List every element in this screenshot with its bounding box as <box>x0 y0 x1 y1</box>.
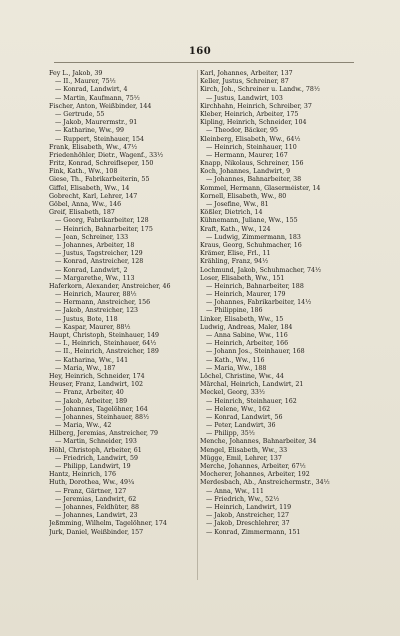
directory-entry: Kommel, Hermann, Glaserméister, 14 <box>200 184 321 192</box>
directory-entry: — Jakob, Anstreicher, 127 <box>206 512 289 520</box>
directory-entry: Ludwig, Andreas, Maler, 184 <box>200 323 293 331</box>
directory-entry: Linker, Elisabeth, Ww., 15 <box>200 315 284 323</box>
directory-entry: Mocherer, Johannes, Arbeiter, 192 <box>200 471 310 479</box>
directory-entry: — Konrad, Landwirt, 56 <box>206 413 283 421</box>
directory-entry: Kipling, Heinrich, Schneider, 104 <box>200 119 307 127</box>
directory-entry: — Heinrich, Bahnarbeiter, 175 <box>55 225 153 233</box>
directory-entry: Keller, Justus, Schreiner, 87 <box>200 78 289 86</box>
directory-entry: Haupt, Christoph, Steinhauer, 149 <box>49 332 159 339</box>
directory-entry: — Ruppert, Steinhauer, 154 <box>55 135 144 143</box>
directory-entry: Kleber, Heinrich, Arbeiter, 175 <box>200 110 299 118</box>
directory-entry: — Anna, Ww., 111 <box>206 487 264 495</box>
directory-entry: — Justus, Bote, 118 <box>55 315 118 323</box>
directory-entry: Höhl, Christoph, Arbeiter, 61 <box>49 446 142 454</box>
directory-entry: — II., Heinrich, Anstreicher, 189 <box>55 348 159 356</box>
directory-entry: Merdesbach, Ab., Anstreichermstr., 34½ <box>200 479 330 487</box>
directory-entry: Göbel, Anna, Ww., 146 <box>49 201 122 208</box>
directory-entry: Haferkorn, Alexander, Anstreicher, 46 <box>49 282 171 290</box>
directory-entry: Giffel, Elisabeth, Ww., 14 <box>49 184 130 192</box>
directory-entry: — Konrad, Zimmermann, 151 <box>206 528 301 536</box>
directory-entry: — Katharina, Ww., 141 <box>55 356 129 364</box>
directory-entry: — II., Maurer, 75½ <box>55 78 116 86</box>
directory-entry: Hilberg, Jeremias, Anstreicher, 79 <box>49 430 159 438</box>
directory-entry: Fischer, Anton, Weißbinder, 144 <box>49 102 152 110</box>
directory-entry: — Ludwig, Zimmermann, 183 <box>206 233 301 241</box>
directory-entry: — Johannes, Tagelöhner, 164 <box>55 405 148 413</box>
directory-entry: — Martin, Kaufmann, 75½ <box>55 94 140 102</box>
directory-entry: — Johannes, Feldhüter, 88 <box>55 503 139 511</box>
directory-entry: — Johannes, Steinhauer, 88½ <box>55 413 150 421</box>
directory-entry: — Margarethe, Ww., 113 <box>55 274 135 282</box>
directory-entry: Jeßmming, Wilhelm, Tagelöhner, 174 <box>49 520 167 528</box>
directory-entry: — I., Heinrich, Steinhauer, 64½ <box>55 340 157 348</box>
directory-entry: — Theodor, Bäcker, 95 <box>206 127 278 135</box>
directory-entry: — Johannes, Bahnarbeiter, 38 <box>206 176 302 184</box>
directory-entry: Märchal, Heinrich, Landwirt, 21 <box>200 381 304 389</box>
directory-entry: Krämer, Elise, Frl., 11 <box>200 250 271 258</box>
directory-entry: — Heinrich, Steinhauer, 162 <box>206 397 297 405</box>
directory-entry: — Gertrude, 55 <box>55 110 105 118</box>
right-column <box>200 70 372 537</box>
directory-entry: — Franz, Gärtner, 127 <box>55 487 127 495</box>
directory-entry: — Heinrich, Maurer, 179 <box>206 291 286 299</box>
directory-entry: — Franz, Arbeiter, 40 <box>55 389 124 397</box>
directory-entry: — Martin, Schneider, 193 <box>55 438 137 446</box>
directory-entry: — Heinrich, Maurer, 88½ <box>55 291 137 299</box>
directory-entry: Kraft, Kath., Ww., 124 <box>200 225 271 233</box>
directory-entry: — Heinrich, Landwirt, 119 <box>206 503 292 511</box>
directory-entry: — Johannes, Arbeiter, 18 <box>55 241 135 249</box>
directory-entry: Kirchhahn, Heinrich, Schreiber, 37 <box>200 102 312 110</box>
directory-entry: Fey L., Jakob, 39 <box>49 70 103 77</box>
directory-entry: Jurk, Daniel, Weißbinder, 157 <box>49 528 144 536</box>
directory-entry: — Hermann, Maurer, 167 <box>206 151 288 159</box>
directory-entry: — Heinrich, Steinhauer, 110 <box>206 143 297 151</box>
directory-entry: — Johann Jos., Steinhauer, 168 <box>206 348 305 356</box>
directory-entry: — Heinrich, Bahnarbeiter, 188 <box>206 282 304 290</box>
directory-entry: Koch, Johannes, Landwirt, 9 <box>200 168 291 176</box>
directory-entry: — Josefine, Ww., 81 <box>206 201 269 208</box>
directory-entry: — Jakob, Arbeiter, 189 <box>55 397 128 405</box>
directory-entry: Krähling, Franz, 94½ <box>200 258 269 266</box>
directory-entry: — Jeremias, Landwirt, 62 <box>55 495 137 503</box>
directory-entry: — Helene, Ww., 162 <box>206 405 271 413</box>
directory-entry: — Jean, Schreiner, 133 <box>55 233 129 241</box>
left-column <box>49 70 217 537</box>
directory-entry: — Konrad, Landwirt, 4 <box>55 86 128 94</box>
directory-entry: — Heinrich, Arbeiter, 166 <box>206 340 289 348</box>
directory-entry: — Jakob, Anstreicher, 123 <box>55 307 138 315</box>
directory-entry: — Maria, Ww., 42 <box>55 422 112 430</box>
directory-entry: — Anna Sabine, Ww., 116 <box>206 332 288 339</box>
directory-entry: — Maria, Ww., 188 <box>206 364 267 372</box>
directory-entry: — Johannes, Fabrikarbeiter, 14½ <box>206 299 312 307</box>
directory-entry: — Georg, Fabrikarbeiter, 128 <box>55 217 149 225</box>
directory-entry: Kraus, Georg, Schuhmacher, 16 <box>200 241 302 249</box>
directory-entry: Merche, Johannes, Arbeiter, 67½ <box>200 463 306 470</box>
header-rule <box>54 62 354 63</box>
directory-entry: Hantz, Heinrich, 176 <box>49 471 117 479</box>
directory-entry: — Jakob, Dreschlehrer, 37 <box>206 520 290 528</box>
directory-entry: Gobrecht, Karl, Lehrer, 147 <box>49 192 138 200</box>
directory-entry: Kleinberg, Elisabeth, Ww., 64½ <box>200 135 301 143</box>
directory-entry: — Friedrich, Landwirt, 59 <box>55 454 139 462</box>
directory-entry: Mügge, Emil, Lehrer, 137 <box>200 454 282 462</box>
directory-entry: Knapp, Nikolaus, Schreiner, 156 <box>200 160 304 168</box>
directory-entry: — Maria, Ww., 187 <box>55 364 116 372</box>
directory-entry: — Kaspar, Maurer, 88½ <box>55 323 131 331</box>
directory-entry: — Justus, Tagstreicher, 129 <box>55 250 143 258</box>
directory-entry: Greif, Elisabeth, 187 <box>49 209 115 217</box>
directory-entry: — Johannes, Landwirt, 23 <box>55 512 138 520</box>
directory-entry: — Philippine, 186 <box>206 307 263 315</box>
directory-entry: Lochmund, Jakob, Schuhmacher, 74½ <box>200 266 322 274</box>
directory-entry: Fink, Kath., Ww., 108 <box>49 168 118 176</box>
directory-entry: Loser, Elisabeth, Ww., 151 <box>200 274 285 282</box>
directory-entry: Frank, Elisabeth, Ww., 47½ <box>49 143 138 151</box>
page-number: 160 <box>188 46 212 57</box>
directory-entry: Kornell, Elisabeth, Ww., 80 <box>200 192 287 200</box>
directory-entry: Fritz, Konrad, Schreiflseper, 150 <box>49 160 154 168</box>
directory-entry: — Peter, Landwirt, 36 <box>206 422 276 430</box>
directory-entry: Mengel, Elisabeth, Ww., 33 <box>200 446 288 454</box>
directory-entry: — Kath., Ww., 116 <box>206 356 265 364</box>
directory-entry: — Friedrich, Ww., 52½ <box>206 495 280 503</box>
directory-entry: Kirch, Joh., Schreiner u. Landw., 78½ <box>200 86 320 94</box>
directory-entry: Kühnemann, Juliane, Ww., 155 <box>200 217 298 225</box>
directory-entry: — Konrad, Landwirt, 2 <box>55 266 128 274</box>
directory-entry: — Philipp, Landwirt, 19 <box>55 463 131 470</box>
directory-entry: Giese, Th., Fabrikarbeiterin, 55 <box>49 176 150 184</box>
directory-entry: Friedenhöhler, Dietr., Wagenf., 33½ <box>49 151 164 159</box>
directory-entry: Löchel, Christine, Ww., 44 <box>200 372 284 380</box>
directory-entry: Hey, Heinrich, Schneider, 174 <box>49 372 145 380</box>
directory-entry: Meckel, Georg, 33½ <box>200 389 265 397</box>
directory-entry: Karl, Johannes, Arbeiter, 137 <box>200 70 293 77</box>
directory-entry: Menche, Johannes, Bahnarbeiter, 34 <box>200 438 317 446</box>
directory-entry: — Jakob, Maurermstr., 91 <box>55 119 138 127</box>
directory-entry: Huth, Dorothea, Ww., 49¼ <box>49 479 135 487</box>
directory-entry: — Philipp, 35½ <box>206 430 255 438</box>
directory-entry: Heuser, Franz, Landwirt, 102 <box>49 381 144 389</box>
directory-entry: Kößler, Dietrich, 14 <box>200 209 263 217</box>
directory-entry: — Justus, Landwirt, 103 <box>206 94 283 102</box>
directory-entry: — Konrad, Anstreicher, 128 <box>55 258 144 266</box>
directory-entry: — Katharine, Ww., 99 <box>55 127 125 135</box>
directory-entry: — Hermann, Anstreicher, 156 <box>55 299 151 307</box>
